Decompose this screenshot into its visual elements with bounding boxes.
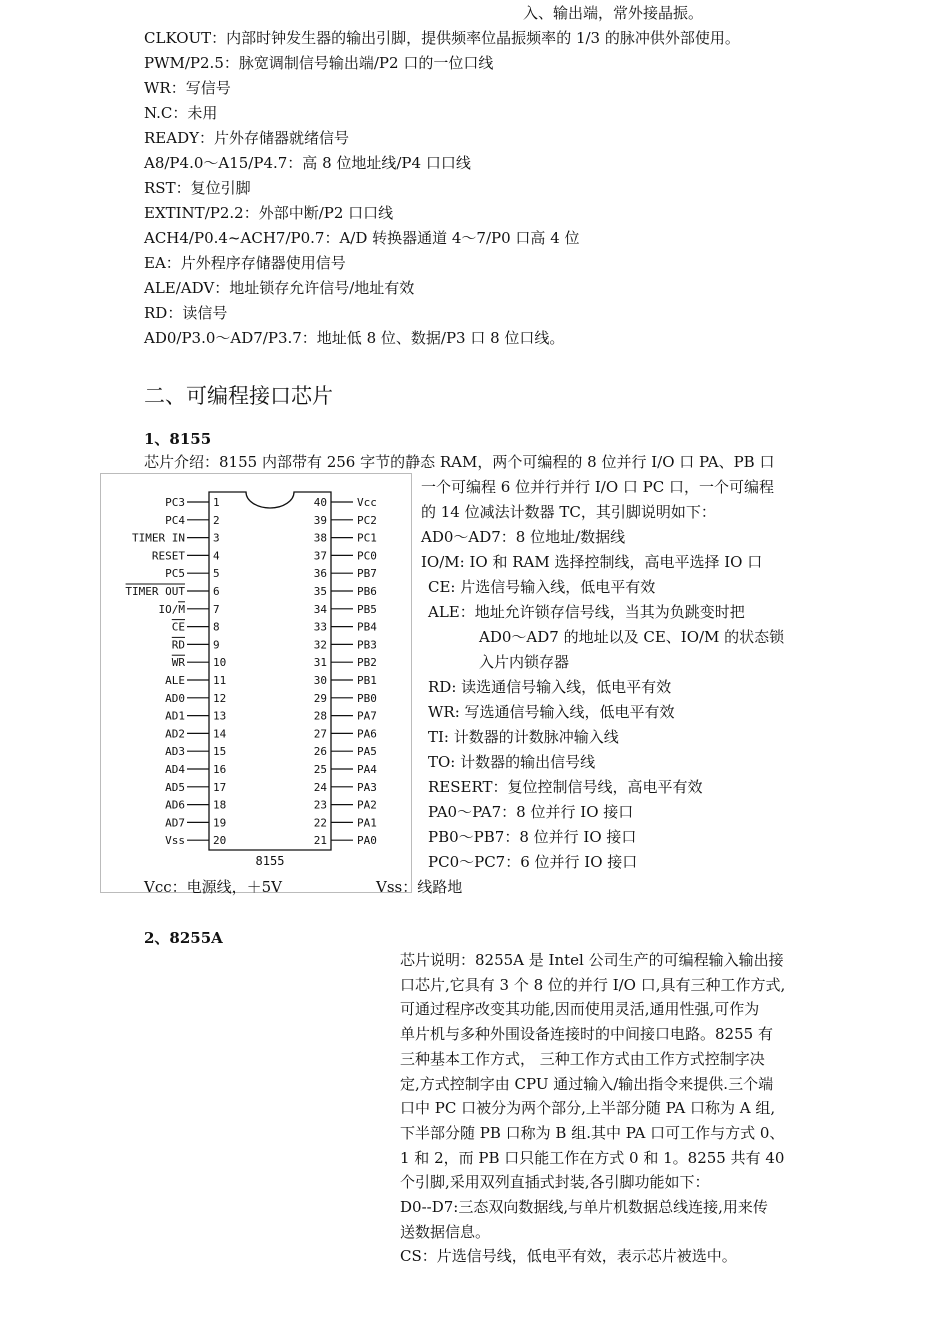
pin-number-right: 35	[313, 585, 327, 598]
pin-label-right: PB7	[357, 567, 377, 581]
list-item: A8/P4.0～A15/P4.7：高 8 位地址线/P4 口口线	[144, 154, 471, 172]
section-title: 二、可编程接口芯片	[144, 384, 333, 408]
pin-number-left: 19	[213, 816, 227, 830]
pin-number-right: 36	[313, 567, 327, 581]
pin-label-left: PC4	[165, 513, 185, 527]
pin-number-right: 32	[313, 638, 327, 652]
paragraph-line: 单片机与多种外围设备连接时的中间接口电路。8255 有	[400, 1025, 773, 1044]
pin-number-right: 30	[313, 674, 327, 687]
list-item: N.C：未用	[144, 104, 218, 122]
pin-label-left: ALE	[165, 674, 185, 687]
pin-label-right: PB3	[357, 638, 377, 652]
list-item: 一个可编程 6 位并行并行 I/O 口 PC 口，一个可编程	[421, 478, 774, 496]
pin-label-right: PA7	[357, 709, 377, 723]
list-item: TO: 计数器的输出信号线	[428, 753, 596, 771]
pin-number-left: 7	[213, 602, 220, 616]
list-item: ACH4/P0.4~ACH7/P0.7：A/D 转换器通道 4～7/P0 口高 4 位	[144, 229, 580, 247]
chip-8155-figure	[100, 473, 412, 893]
list-item: CLKOUT：内部时钟发生器的输出引脚，提供频率位晶振频率的 1/3 的脉冲供外部使用。	[144, 29, 740, 47]
list-item: ALE/ADV：地址锁存允许信号/地址有效	[144, 279, 415, 297]
paragraph-line: 口中 PC 口被分为两个部分,上半部分随 PA 口称为 A 组,	[400, 1099, 776, 1118]
pin-label-left: PC5	[165, 567, 185, 581]
pin-number-left: 20	[213, 834, 227, 848]
heading-8255a: 2、8255A	[144, 929, 223, 947]
paragraph-line: 1 和 2，而 PB 口只能工作在方式 0 和 1。8255 共有 40	[400, 1148, 785, 1167]
pin-number-right: 29	[313, 691, 327, 705]
pin-number-right: 26	[313, 745, 327, 759]
pin-number-left: 10	[213, 656, 227, 670]
pin-number-right: 33	[313, 620, 327, 634]
list-item: RST：复位引脚	[144, 179, 251, 197]
pin-label-left: AD5	[165, 780, 185, 794]
list-item: TI: 计数器的计数脉冲输入线	[428, 728, 619, 746]
pin-number-left: 11	[213, 674, 227, 687]
pin-label-right: PA3	[357, 780, 377, 794]
pin-label-right: PA1	[357, 816, 377, 830]
paragraph-line: 可通过程序改变其功能,因而使用灵活,通用性强,可作为	[400, 1000, 760, 1019]
pin-label-left: CE	[171, 620, 185, 634]
pin-number-left: 9	[213, 638, 220, 652]
pin-label-left: IO/M	[158, 602, 185, 616]
pin-number-left: 17	[213, 780, 227, 794]
pin-number-left: 8	[213, 620, 220, 634]
list-item: RD: 读选通信号输入线，低电平有效	[428, 678, 672, 696]
list-item: RD：读信号	[144, 304, 228, 322]
pin-label-left: AD3	[165, 745, 185, 759]
paragraph-line: CS：片选信号线，低电平有效，表示芯片被选中。	[400, 1247, 737, 1266]
pin-label-right: PA4	[357, 763, 377, 776]
pin-number-left: 13	[213, 709, 227, 723]
list-item: EXTINT/P2.2：外部中断/P2 口口线	[144, 204, 394, 222]
pin-label-left: AD4	[165, 763, 185, 776]
list-item: AD0～AD7 的地址以及 CE、IO/M 的状态锁	[479, 628, 785, 646]
chip-name-label: 8155	[255, 854, 285, 868]
vss-note: Vss：线路地	[376, 878, 463, 896]
pin-number-left: 4	[213, 549, 220, 563]
pin-number-right: 27	[313, 727, 327, 741]
paragraph-line: 下半部分随 PB 口称为 B 组.其中 PA 口可工作与方式 0、	[400, 1123, 785, 1142]
paragraph-line: 定,方式控制字由 CPU 通过输入/输出指令来提供.三个端	[400, 1074, 774, 1093]
pin-number-right: 22	[313, 816, 327, 830]
pin-number-left: 16	[213, 763, 227, 776]
pin-label-right: PB6	[357, 585, 377, 598]
pin-number-left: 6	[213, 585, 220, 598]
pin-label-right: PC2	[357, 513, 377, 527]
list-item: PB0～PB7：8 位并行 IO 接口	[428, 828, 637, 846]
list-item: AD0/P3.0～AD7/P3.7：地址低 8 位、数据/P3 口 8 位口线。	[144, 329, 565, 347]
pin-label-left: AD1	[165, 709, 185, 723]
pin-label-right: PA5	[357, 745, 377, 759]
pin-number-right: 31	[313, 656, 327, 670]
pin-number-right: 34	[313, 602, 327, 616]
paragraph-line: D0--D7:三态双向数据线,与单片机数据总线连接,用来传	[400, 1198, 768, 1217]
pin-label-right: PA0	[357, 834, 377, 848]
pin-label-left: PC3	[165, 496, 185, 509]
pin-number-left: 2	[213, 513, 220, 527]
pin-number-left: 3	[213, 531, 220, 545]
list-item: ALE：地址允许锁存信号线，当其为负跳变时把	[428, 603, 745, 621]
pin-label-right: PC0	[357, 549, 377, 563]
list-item: RESERT：复位控制信号线，高电平有效	[428, 778, 703, 796]
pin-label-left: AD7	[165, 816, 185, 830]
paragraph-line: 口芯片,它具有 3 个 8 位的并行 I/O 口,具有三种工作方式,	[400, 975, 786, 994]
pin-number-left: 15	[213, 745, 227, 759]
list-item: READY：片外存储器就绪信号	[144, 129, 350, 147]
paragraph-line: 个引脚,采用双列直插式封装,各引脚功能如下：	[400, 1173, 710, 1192]
list-item: IO/M: IO 和 RAM 选择控制线，高电平选择 IO 口	[421, 553, 763, 571]
pin-number-right: 39	[313, 513, 327, 527]
list-item: PWM/P2.5：脉宽调制信号输出端/P2 口的一位口线	[144, 54, 494, 72]
description-8255a	[400, 948, 808, 1269]
list-item: CE: 片选信号输入线，低电平有效	[428, 578, 656, 596]
pin-number-left: 12	[213, 691, 227, 705]
pin-label-left: AD0	[165, 691, 185, 705]
intro-8155: 芯片介绍：8155 内部带有 256 字节的静态 RAM，两个可编程的 8 位并行 I/O 口 PA、PB 口	[144, 453, 775, 471]
pin-label-left: AD6	[165, 798, 185, 812]
pin-label-right: PB1	[357, 674, 377, 687]
list-item: PC0～PC7：6 位并行 IO 接口	[428, 853, 638, 871]
paragraph-line: 芯片说明：8255A 是 Intel 公司生产的可编程输入输出接	[400, 951, 784, 969]
pin-label-left: Vss	[165, 834, 185, 848]
list-item: 入片内锁存器	[479, 653, 570, 671]
pin-label-right: PB5	[357, 602, 377, 616]
pin-label-left: TIMER OUT	[125, 585, 185, 598]
pin-number-right: 23	[313, 798, 327, 812]
list-item: AD0～AD7：8 位地址/数据线	[421, 528, 626, 546]
list-item: WR: 写选通信号输入线，低电平有效	[428, 703, 675, 721]
pin-number-right: 38	[313, 531, 327, 545]
pin-number-right: 40	[313, 496, 327, 509]
paragraph-line: 三种基本工作方式， 三种工作方式由工作方式控制字决	[400, 1049, 765, 1068]
pin-label-left: AD2	[165, 727, 185, 741]
top-fragment: 入、输出端，常外接晶振。	[523, 4, 704, 22]
pin-number-right: 25	[313, 763, 327, 776]
list-item: WR：写信号	[144, 79, 231, 97]
pin-label-right: PB2	[357, 656, 377, 670]
pin-number-left: 5	[213, 567, 220, 581]
pin-number-right: 21	[313, 834, 327, 848]
pin-label-right: PA6	[357, 727, 377, 741]
paragraph-line: 送数据信息。	[400, 1222, 491, 1241]
pin-label-right: PA2	[357, 798, 377, 812]
pin-label-right: Vcc	[357, 496, 377, 509]
pin-label-left: TIMER IN	[132, 531, 185, 545]
heading-8155: 1、8155	[144, 430, 212, 448]
chip-body	[209, 492, 331, 850]
vcc-note: Vcc：电源线，＋5V	[144, 878, 283, 896]
pin-label-left: RESET	[151, 549, 185, 563]
pin-number-right: 24	[313, 780, 327, 794]
pin-label-left: WR	[171, 656, 185, 670]
pin-label-right: PB0	[357, 691, 377, 705]
pin-label-left: RD	[171, 638, 185, 652]
pin-number-left: 14	[213, 727, 227, 741]
pin-number-left: 18	[213, 798, 227, 812]
pin-label-right: PB4	[357, 620, 377, 634]
pin-number-right: 28	[313, 709, 327, 723]
list-item: PA0～PA7：8 位并行 IO 接口	[428, 803, 634, 821]
list-item: EA：片外程序存储器使用信号	[144, 254, 346, 272]
list-item: 的 14 位减法计数器 TC，其引脚说明如下：	[421, 503, 716, 521]
pin-number-left: 1	[213, 496, 220, 509]
pin-number-right: 37	[313, 549, 327, 563]
pin-label-right: PC1	[357, 531, 377, 545]
